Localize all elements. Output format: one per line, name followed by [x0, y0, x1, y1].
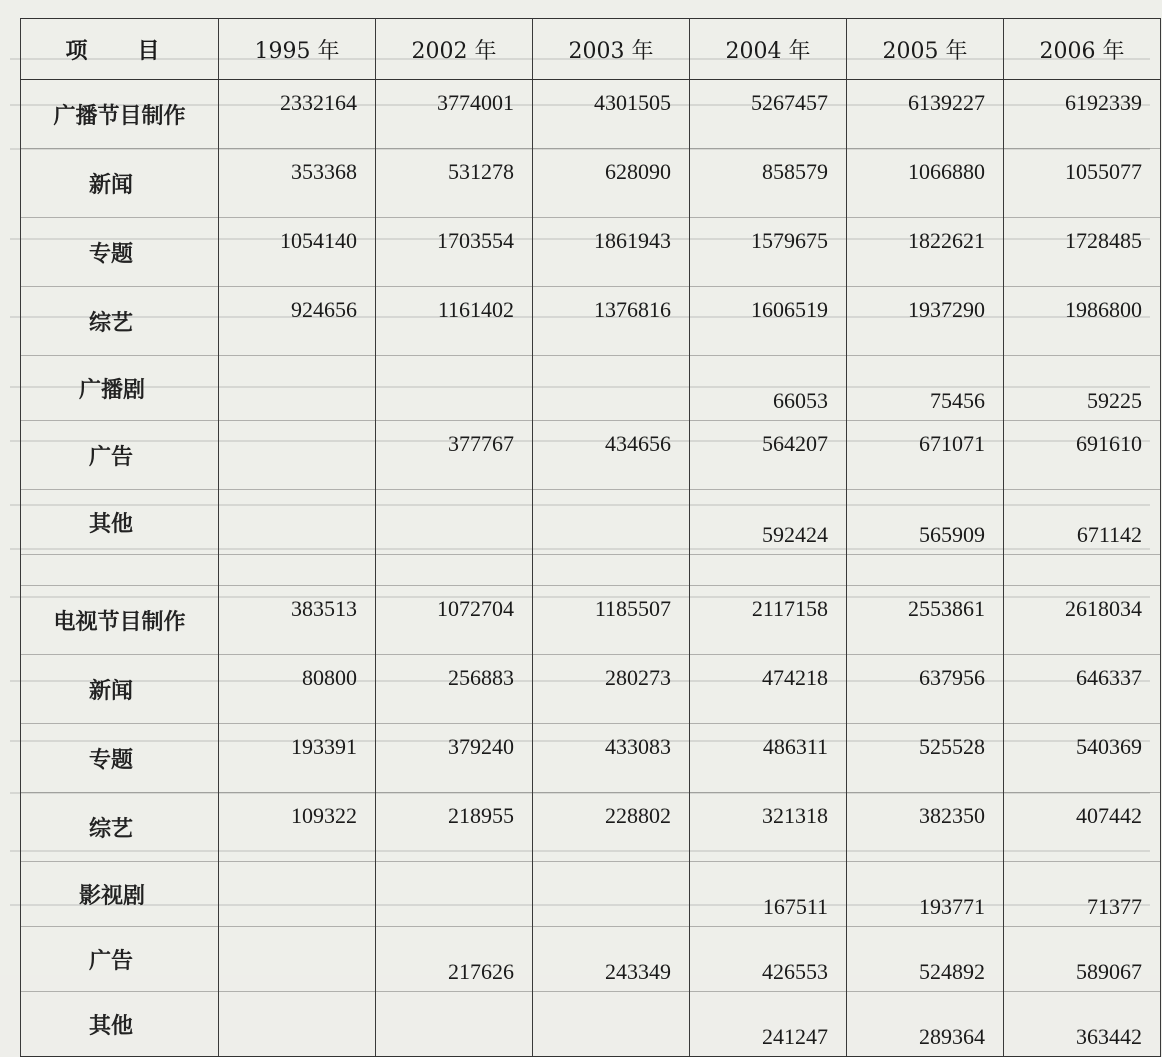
row-label: 广告 — [21, 927, 219, 992]
table-row — [21, 586, 1161, 655]
header-year: 2002 年 — [376, 19, 533, 80]
cell-value: 382350 — [847, 793, 1004, 862]
cell-value: 75456 — [847, 356, 1004, 421]
cell-value: 6139227 — [847, 80, 1004, 149]
cell-value: 2117158 — [690, 586, 847, 655]
table-row — [21, 862, 1161, 927]
table-row — [21, 992, 1161, 1057]
row-label: 其他 — [21, 490, 219, 555]
cell-value: 1728485 — [1004, 218, 1161, 287]
header-label: 项 目 — [21, 19, 219, 80]
row-label: 新闻 — [21, 655, 219, 724]
header-year: 2005 年 — [847, 19, 1004, 80]
cell-value: 59225 — [1004, 356, 1161, 421]
cell-value: 1054140 — [219, 218, 376, 287]
cell-value: 2553861 — [847, 586, 1004, 655]
row-label: 电视节目制作 — [21, 586, 219, 655]
cell-value: 426553 — [690, 927, 847, 992]
cell-value — [219, 421, 376, 490]
cell-value: 924656 — [219, 287, 376, 356]
cell-value — [533, 992, 690, 1057]
cell-value: 1376816 — [533, 287, 690, 356]
statistics-table — [20, 18, 1161, 1057]
cell-value: 1055077 — [1004, 149, 1161, 218]
cell-value — [219, 992, 376, 1057]
cell-value — [533, 356, 690, 421]
cell-value: 474218 — [690, 655, 847, 724]
cell-value: 228802 — [533, 793, 690, 862]
cell-value: 1066880 — [847, 149, 1004, 218]
table-row — [21, 149, 1161, 218]
row-label: 广播节目制作 — [21, 80, 219, 149]
cell-value: 363442 — [1004, 992, 1161, 1057]
cell-value: 256883 — [376, 655, 533, 724]
table-row — [21, 724, 1161, 793]
cell-value: 1822621 — [847, 218, 1004, 287]
cell-value: 193771 — [847, 862, 1004, 927]
cell-value: 407442 — [1004, 793, 1161, 862]
cell-value: 434656 — [533, 421, 690, 490]
cell-value — [219, 356, 376, 421]
cell-value: 646337 — [1004, 655, 1161, 724]
row-label: 影视剧 — [21, 862, 219, 927]
header-year: 1995 年 — [219, 19, 376, 80]
cell-value: 5267457 — [690, 80, 847, 149]
cell-value: 637956 — [847, 655, 1004, 724]
cell-value: 565909 — [847, 490, 1004, 555]
cell-value: 628090 — [533, 149, 690, 218]
cell-value — [376, 862, 533, 927]
cell-value: 218955 — [376, 793, 533, 862]
header-year: 2004 年 — [690, 19, 847, 80]
cell-value: 1703554 — [376, 218, 533, 287]
cell-value — [376, 490, 533, 555]
cell-value: 1072704 — [376, 586, 533, 655]
cell-value — [376, 356, 533, 421]
cell-value: 1986800 — [1004, 287, 1161, 356]
row-label: 新闻 — [21, 149, 219, 218]
cell-value: 1606519 — [690, 287, 847, 356]
cell-value: 1185507 — [533, 586, 690, 655]
section-spacer — [21, 555, 1161, 586]
cell-value: 280273 — [533, 655, 690, 724]
cell-value — [376, 992, 533, 1057]
table-row — [21, 490, 1161, 555]
header-year: 2003 年 — [533, 19, 690, 80]
cell-value: 1161402 — [376, 287, 533, 356]
header-year: 2006 年 — [1004, 19, 1161, 80]
table-row — [21, 421, 1161, 490]
header-row — [21, 19, 1161, 80]
cell-value: 858579 — [690, 149, 847, 218]
row-label: 广告 — [21, 421, 219, 490]
table-row — [21, 655, 1161, 724]
cell-value: 1861943 — [533, 218, 690, 287]
cell-value: 193391 — [219, 724, 376, 793]
cell-value: 109322 — [219, 793, 376, 862]
cell-value: 383513 — [219, 586, 376, 655]
cell-value: 321318 — [690, 793, 847, 862]
cell-value: 3774001 — [376, 80, 533, 149]
cell-value: 289364 — [847, 992, 1004, 1057]
cell-value: 217626 — [376, 927, 533, 992]
cell-value: 486311 — [690, 724, 847, 793]
cell-value: 671142 — [1004, 490, 1161, 555]
row-label: 其他 — [21, 992, 219, 1057]
cell-value: 379240 — [376, 724, 533, 793]
cell-value: 66053 — [690, 356, 847, 421]
row-label: 综艺 — [21, 793, 219, 862]
row-label: 专题 — [21, 724, 219, 793]
row-label: 广播剧 — [21, 356, 219, 421]
cell-value: 691610 — [1004, 421, 1161, 490]
cell-value: 525528 — [847, 724, 1004, 793]
cell-value: 71377 — [1004, 862, 1161, 927]
cell-value — [219, 490, 376, 555]
cell-value: 80800 — [219, 655, 376, 724]
table-row — [21, 793, 1161, 862]
cell-value — [533, 490, 690, 555]
cell-value — [219, 927, 376, 992]
cell-value: 243349 — [533, 927, 690, 992]
cell-value: 592424 — [690, 490, 847, 555]
cell-value: 540369 — [1004, 724, 1161, 793]
cell-value: 6192339 — [1004, 80, 1161, 149]
cell-value: 1937290 — [847, 287, 1004, 356]
cell-value: 671071 — [847, 421, 1004, 490]
cell-value: 4301505 — [533, 80, 690, 149]
table-row — [21, 80, 1161, 149]
table-row — [21, 218, 1161, 287]
table-row — [21, 287, 1161, 356]
table-row — [21, 927, 1161, 992]
cell-value: 377767 — [376, 421, 533, 490]
cell-value: 241247 — [690, 992, 847, 1057]
table-row — [21, 356, 1161, 421]
cell-value — [219, 862, 376, 927]
cell-value: 2618034 — [1004, 586, 1161, 655]
cell-value: 353368 — [219, 149, 376, 218]
cell-value: 167511 — [690, 862, 847, 927]
cell-value: 2332164 — [219, 80, 376, 149]
cell-value: 564207 — [690, 421, 847, 490]
cell-value: 524892 — [847, 927, 1004, 992]
cell-value: 1579675 — [690, 218, 847, 287]
cell-value: 531278 — [376, 149, 533, 218]
cell-value — [533, 862, 690, 927]
cell-value: 589067 — [1004, 927, 1161, 992]
row-label: 专题 — [21, 218, 219, 287]
cell-value: 433083 — [533, 724, 690, 793]
row-label: 综艺 — [21, 287, 219, 356]
